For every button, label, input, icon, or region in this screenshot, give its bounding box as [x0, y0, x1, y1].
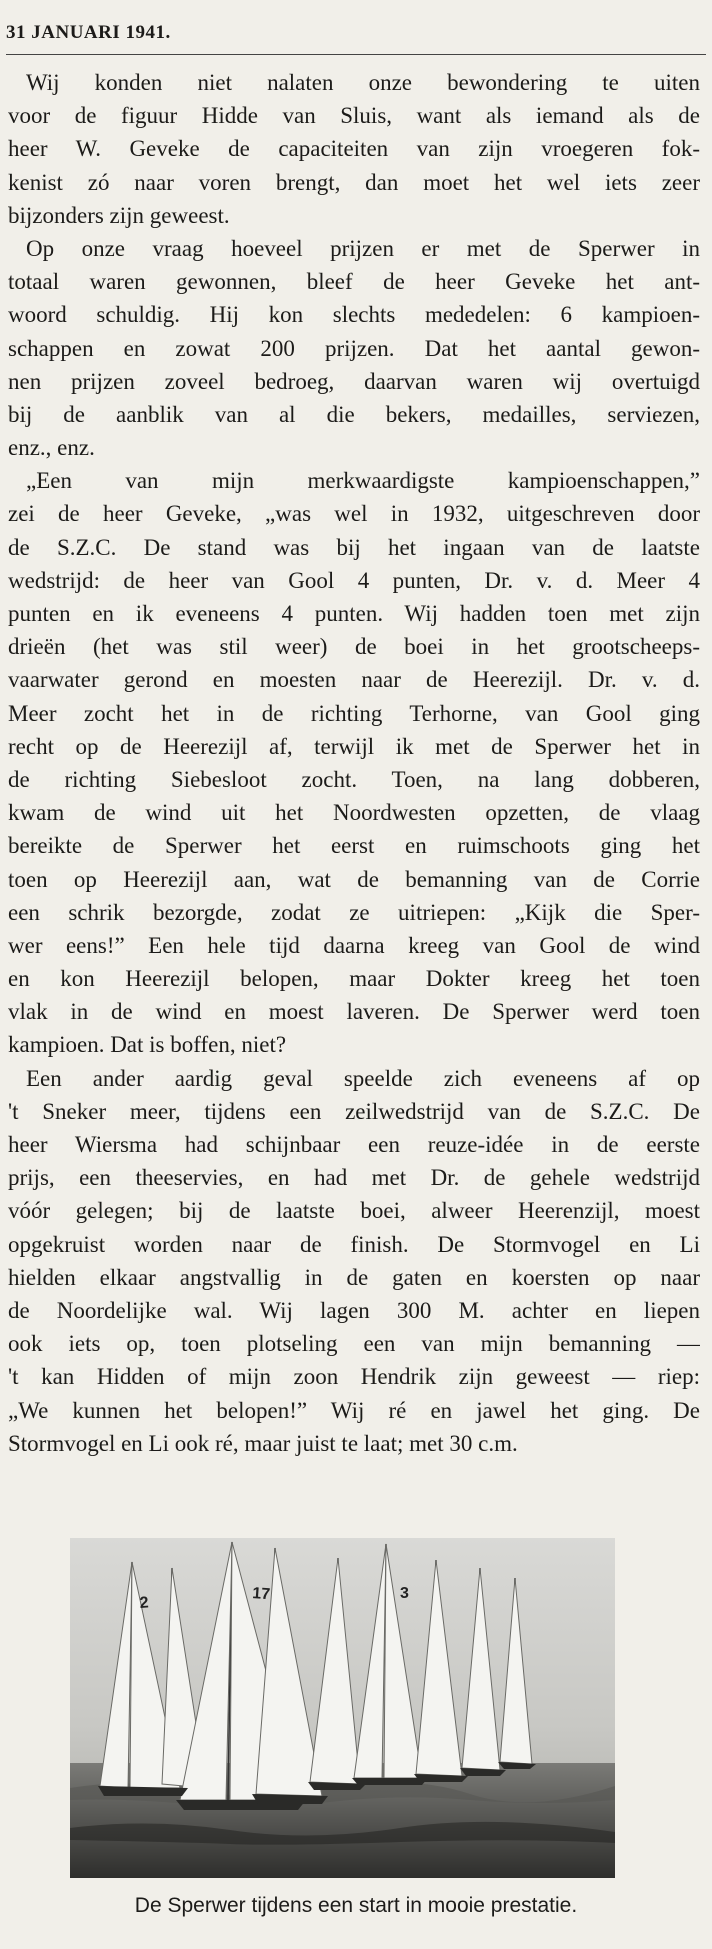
article-line: drieën (het was stil weer) de boei in het grootscheeps-: [8, 634, 700, 660]
article-line: heer W. Geveke de capaciteiten van zijn vroegeren fok-: [8, 136, 700, 162]
photo-caption: De Sperwer tijdens een start in mooie prestatie.: [134, 1894, 578, 1917]
article-body: [8, 66, 700, 1460]
article-line: punten en ik eveneens 4 punten. Wij hadden toen met zijn: [8, 601, 700, 626]
sail-number: 2: [139, 1594, 150, 1612]
article-line: woord schuldig. Hij kon slechts mededelen: 6 kampioen-: [8, 302, 700, 328]
article-line: „We kunnen het belopen!” Wij ré en jawel het ging. De: [8, 1397, 700, 1423]
article-line: totaal waren gewonnen, bleef de heer Geveke het ant-: [8, 269, 700, 295]
article-line: en kon Heerezijl belopen, maar Dokter kreeg het toen: [8, 966, 700, 992]
article-line: vaarwater gerond en moesten naar de Heerezijl. Dr. v. d.: [8, 667, 700, 693]
article-line: de richting Siebesloot zocht. Toen, na lang dobberen,: [8, 766, 700, 792]
article-line: Een ander aardig geval speelde zich eveneens af op: [26, 1065, 700, 1091]
article-line: vóór gelegen; bij de laatste boei, alweer Heerenzijl, moest: [8, 1198, 700, 1224]
article-line: heer Wiersma had schijnbaar een reuze-idée in de eerste: [8, 1132, 700, 1157]
article-line: nen prijzen zoveel bedroeg, daarvan waren wij overtuigd: [8, 368, 700, 394]
page-header-date: 31 JANUARI 1941.: [6, 22, 171, 43]
article-line: bijzonders zijn geweest.: [8, 202, 230, 228]
sail-number: 3: [400, 1585, 409, 1602]
article-line: vlak in de wind en moest laveren. De Sperwer werd toen: [8, 999, 700, 1025]
article-line: hielden elkaar angstvallig in de gaten en koersten op naar: [8, 1264, 700, 1290]
article-line: schappen en zowat 200 prijzen. Dat het aantal gewon-: [8, 335, 700, 361]
article-line: voor de figuur Hidde van Sluis, want als iemand als de: [8, 103, 700, 129]
article-line: kenist zó naar voren brengt, dan moet het wel iets zeer: [8, 169, 700, 195]
article-line: prijs, een theeservies, en had met Dr. de gehele wedstrijd: [8, 1165, 700, 1191]
article-line: bereikte de Sperwer het eerst en ruimschoots ging het: [8, 833, 700, 859]
article-line: Wij konden niet nalaten onze bewondering te uiten: [26, 70, 700, 95]
sail-number: 17: [251, 1585, 271, 1604]
article-line: kwam de wind uit het Noordwesten opzetten, de vlaag: [8, 800, 700, 826]
article-line: Meer zocht het in de richting Terhorne, van Gool ging: [8, 700, 700, 726]
article-line: bij de aanblik van al die bekers, medailles, serviezen,: [8, 401, 700, 427]
article-line: een schrik bezorgde, zodat ze uitriepen: „Kijk die Sper-: [8, 899, 700, 925]
article-line: Op onze vraag hoeveel prijzen er met de Sperwer in: [26, 235, 700, 261]
article-line: „Een van mijn merkwaardigste kampioenschappen,”: [26, 468, 700, 494]
article-line: enz., enz.: [8, 435, 95, 461]
article-line: kampioen. Dat is boffen, niet?: [8, 1032, 287, 1058]
article-line: ook iets op, toen plotseling een van mijn bemanning —: [8, 1331, 700, 1357]
article-line: zei de heer Geveke, „was wel in 1932, uitgeschreven door: [8, 501, 700, 527]
article-line: de S.Z.C. De stand was bij het ingaan van de laatste: [8, 534, 700, 560]
article-line: 't Sneker meer, tijdens een zeilwedstrijd van de S.Z.C. De: [8, 1098, 700, 1124]
article-line: wer eens!” Een hele tijd daarna kreeg van Gool de wind: [8, 932, 700, 958]
article-line: toen op Heerezijl aan, wat de bemanning van de Corrie: [8, 866, 700, 892]
article-line: Stormvogel en Li ook ré, maar juist te laat; met 30 c.m.: [8, 1430, 518, 1456]
article-line: opgekruist worden naar de finish. De Stormvogel en Li: [8, 1231, 700, 1257]
article-line: wedstrijd: de heer van Gool 4 punten, Dr. v. d. Meer 4: [8, 567, 700, 593]
article-line: 't kan Hidden of mijn zoon Hendrik zijn geweest — riep:: [8, 1364, 700, 1390]
article-line: de Noordelijke wal. Wij lagen 300 M. achter en liepen: [8, 1297, 700, 1323]
header-divider: [6, 54, 706, 55]
sailboats-photo: [70, 1538, 615, 1878]
article-line: recht op de Heerezijl af, terwijl ik met de Sperwer het in: [8, 733, 700, 759]
